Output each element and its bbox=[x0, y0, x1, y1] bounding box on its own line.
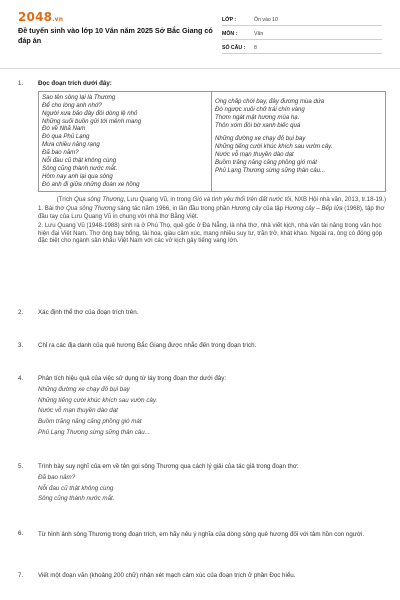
poem-line: Buồm trăng năng căng phồng gió mát bbox=[215, 159, 317, 167]
note-part: Hương cây bbox=[231, 204, 262, 212]
note-text: sáng tác năm 1966, in lần đầu trong phần bbox=[115, 204, 232, 212]
logo-text: 2048 bbox=[18, 10, 53, 24]
poem-line: Đò qua Phủ Lạng bbox=[42, 133, 90, 141]
question-body bbox=[38, 463, 386, 503]
poem-line: Những suối buồn gửi tới mênh mang bbox=[42, 117, 142, 125]
question-text: Trình bày suy nghĩ của em về tên gọi sông Thương qua cách lý giải của tác giả trong đoạn thơ: bbox=[38, 463, 299, 470]
question-text: Phân tích hiệu quả của việc sử dụng từ láy trong đoạn thơ dưới đây: bbox=[38, 375, 227, 382]
note-text: (1968), tập thơ đầu tay của Lưu Quang Vũ in chung với nhà thơ Bằng Việt. bbox=[38, 204, 385, 220]
header bbox=[0, 0, 400, 66]
poem-line: Đã bao năm? bbox=[42, 149, 79, 157]
meta-label-class: LỚP : bbox=[222, 16, 237, 23]
meta-label-question-count: SỐ CÂU : bbox=[222, 44, 246, 51]
question-number: 7. bbox=[18, 572, 24, 579]
quote-line: Sông cũng thành nước mắt. bbox=[38, 495, 115, 503]
poem-line: Thôn xóm đôi bờ xanh biếc quá bbox=[215, 121, 301, 129]
meta-value-subject: Văn bbox=[254, 30, 264, 37]
poem-source bbox=[38, 196, 386, 204]
quote-line: Nước vỗ mạn thuyền dào dạt bbox=[38, 407, 118, 415]
note-book: Hương cây – Bếp lửa bbox=[284, 204, 343, 212]
site-logo[interactable] bbox=[18, 10, 63, 25]
poem-line: Những đường xe chạy đỏ bụi bay bbox=[215, 135, 306, 143]
question-number: 3. bbox=[18, 342, 24, 349]
poem-line: Sao tên sông lại là Thương bbox=[42, 93, 116, 101]
source-book: Gió và tình yêu thổi trên đất nước tôi bbox=[192, 195, 292, 203]
poem-column-right bbox=[212, 92, 385, 191]
footnote-2: 2. Lưu Quang Vũ (1948-1988) sinh ra ở Phú Thọ, quê gốc ở Đà Nẵng, là nhà thơ, nhà viết kịch, nhà văn tài năng trong văn học hiện đại Việt Nam. Thơ ông bay bổng, tài hoa, giàu cảm xúc, mang nhiều suy tư, trăn trở, khát khao. Ngoài ra, ông có đóng góp đặc biệt cho ngành sân khấu Việt Nam với các vở kịch gây tiếng vang lớn. bbox=[38, 221, 383, 245]
meta-value-question-count: 8 bbox=[254, 44, 257, 51]
footnote-1 bbox=[38, 205, 386, 221]
question-title: Đọc đoạn trích dưới đây: bbox=[38, 80, 112, 87]
poem-line: Người xưa bảo đây đôi dòng lệ nhỏ bbox=[42, 109, 138, 117]
poem-table bbox=[38, 91, 386, 192]
source-prefix: (Trích bbox=[56, 195, 75, 203]
note-text: 1. Bài thơ bbox=[38, 204, 67, 212]
source-title: Qua sông Thương bbox=[74, 195, 124, 203]
poem-line: Sông cũng thành nước mắt. bbox=[42, 165, 118, 173]
meta-row-class bbox=[222, 12, 382, 26]
poem-line: Phủ Lạng Thương sừng sững thân câu... bbox=[215, 167, 326, 175]
meta-row-subject bbox=[222, 26, 382, 40]
note-title: Qua sông Thương bbox=[66, 204, 116, 212]
question-number: 6. bbox=[18, 530, 24, 537]
poem-line: Nước vỗ mạn thuyền dào dạt bbox=[215, 151, 294, 159]
question-number: 2. bbox=[18, 309, 24, 316]
quote-line: Nỗi đau cũ thật không cùng bbox=[38, 484, 114, 492]
question-number: 1. bbox=[18, 80, 24, 87]
quote-line: Phủ Lạng Thương sừng sững thân câu... bbox=[38, 428, 150, 436]
meta-label-subject: MÔN : bbox=[222, 30, 238, 37]
meta-panel bbox=[222, 12, 382, 54]
document-title: Đề tuyển sinh vào lớp 10 Văn năm 2025 Sở Bắc Giang có đáp án bbox=[18, 26, 213, 45]
poem-line: Đò ngược xuôi chở trái chín vàng bbox=[215, 105, 305, 113]
question-text: Xác định thể thơ của đoạn trích trên. bbox=[38, 309, 139, 316]
poem-line: Mưa chiều nặng rạng bbox=[42, 141, 100, 149]
meta-value-class: Ôn vào 10 bbox=[254, 16, 278, 23]
poem-line: Những tiếng cười khúc khích sau vườn cây. bbox=[215, 143, 333, 151]
source-mid: , Lưu Quang Vũ, in trong bbox=[123, 195, 193, 203]
poem-line: Đò về Nhã Nam bbox=[42, 125, 86, 133]
question-body bbox=[38, 80, 386, 245]
poem-line: Đò anh đi giữa những đoàn xe hồng bbox=[42, 180, 140, 188]
poem-line: Nỗi đau cũ thật không cùng bbox=[42, 157, 117, 165]
question-body bbox=[38, 375, 386, 437]
question-number: 5. bbox=[18, 463, 24, 470]
meta-row-question-count bbox=[222, 40, 382, 54]
source-suffix: , NXB Hội nhà văn, 2013, tr.18-19.) bbox=[291, 195, 386, 203]
header-divider bbox=[0, 68, 400, 69]
poem-line: Hôm nay anh lại qua sông bbox=[42, 172, 113, 180]
poem-line: Thơm ngát mật hương mùa hạ. bbox=[215, 113, 300, 121]
question-text: Chỉ ra các địa danh của quê hương Bắc Giang được nhắc đến trong đoạn trích. bbox=[38, 342, 257, 349]
question-text: Từ hình ảnh sông Thương trong đoạn trích, em hãy nêu ý nghĩa của dòng sông quê hương đối với tâm hồn con người. bbox=[38, 531, 365, 538]
poem-column-left bbox=[39, 92, 212, 191]
poem-line: Ong chấp chới bay, đây đương mùa dứa bbox=[215, 97, 325, 105]
logo-suffix: .vn bbox=[52, 16, 64, 23]
quote-line: Buồm trăng năng căng phồng gió mát bbox=[38, 418, 142, 425]
quote-line: Những tiếng cười khúc khích sau vườn cây. bbox=[38, 396, 158, 404]
quote-line: Đã bao năm? bbox=[38, 473, 76, 481]
question-text: Viết một đoạn văn (khoảng 200 chữ) nhận xét mạch cảm xúc của đoạn trích ở phần Đọc hiểu. bbox=[38, 572, 296, 579]
quote-line: Những đường xe chạy đỏ bụi bay bbox=[38, 385, 130, 393]
poem-line: Để cho lòng anh nhớ? bbox=[42, 101, 102, 109]
note-text: của tập bbox=[261, 204, 285, 212]
question-number: 4. bbox=[18, 375, 24, 382]
